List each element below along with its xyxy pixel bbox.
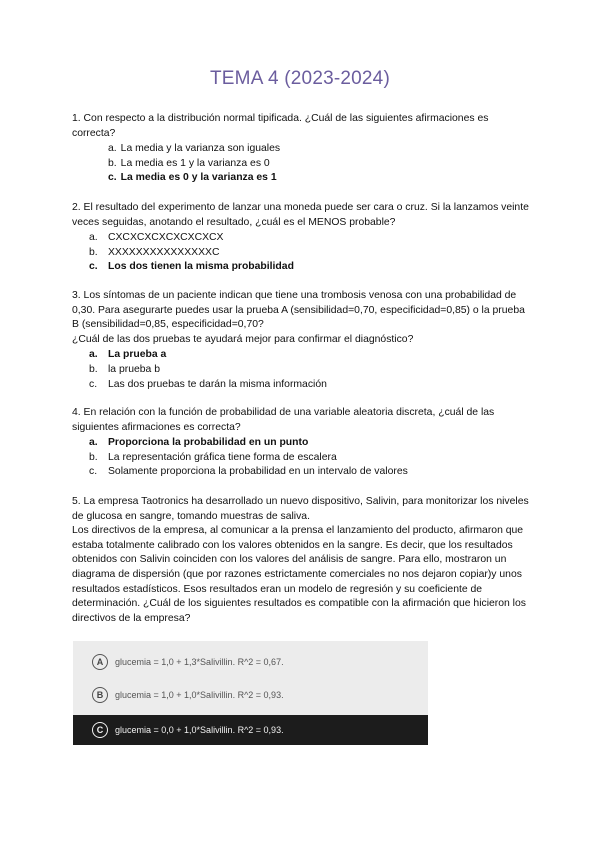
question-5 xyxy=(72,495,534,626)
option-item-correct: a. Proporciona la probabilidad en un punto xyxy=(89,437,309,449)
answer-option-c-selected xyxy=(73,715,428,745)
option-item-correct: a. La prueba a xyxy=(89,349,167,361)
question-1 xyxy=(72,112,534,186)
question-subtext: Los directivos de la empresa, al comunicar a la prensa el lanzamiento del producto, afirmaron que estaba totalmente calibrado con los valores obtenidos en la sangre. Es decir, que los resultados obtenidos con Salivin coinciden con los valores del análisis de sangre. Para ello, mostraron un diagrama de dispersión (que por razones estrictamente comerciales no nos dejaron copiar)y unos resultados estadísticos. Esos resultados eran un modelo de regresión y su coeficiente de determinación. ¿Cuál de los siguientes resultados es compatible con la afirmación que hicieron los directivos de la empresa? xyxy=(72,525,526,624)
answer-text: glucemia = 1,0 + 1,3*Salivillin. R^2 = 0,67. xyxy=(115,656,284,667)
option-item: b. XXXXXXXXXXXXXXXC xyxy=(89,246,220,258)
option-circle-icon: C xyxy=(92,722,108,738)
question-3 xyxy=(72,289,534,392)
answer-text: glucemia = 0,0 + 1,0*Salivillin. R^2 = 0,93. xyxy=(115,725,284,735)
option-item: c. Las dos pruebas te darán la misma información xyxy=(89,378,327,390)
option-item: b. la prueba b xyxy=(89,363,160,375)
options-list xyxy=(72,436,534,480)
answer-text: glucemia = 1,0 + 1,0*Salivillin. R^2 = 0,93. xyxy=(115,689,284,700)
options-list xyxy=(72,231,534,275)
options-list xyxy=(72,142,534,186)
question-text: 2. El resultado del experimento de lanzar una moneda puede ser cara o cruz. Si la lanzamos veinte veces seguidas, anotando el resultado, ¿cuál es el MENOS probable? xyxy=(72,202,529,228)
page-title: TEMA 4 (2023-2024) xyxy=(210,68,390,89)
question-2 xyxy=(72,201,534,275)
option-circle-icon: A xyxy=(92,654,108,670)
options-list xyxy=(72,348,534,392)
option-item: b. La representación gráfica tiene forma de escalera xyxy=(89,451,337,463)
option-item: c. Solamente proporciona la probabilidad en un intervalo de valores xyxy=(89,466,408,478)
question-4 xyxy=(72,406,534,480)
question-text: 4. En relación con la función de probabilidad de una variable aleatoria discreta, ¿cuál de las siguientes afirmaciones es correcta? xyxy=(72,407,495,433)
question-subtext: ¿Cuál de las dos pruebas te ayudará mejor para confirmar el diagnóstico? xyxy=(72,333,414,345)
question-text: 3. Los síntomas de un paciente indican que tiene una trombosis venosa con una probabilidad de 0,30. Para asegurarte puedes usar la prueba A (sensibilidad=0,70, especificidad=0,85) o la prueba B (sensibilidad=0,85, especificidad=0,70? xyxy=(72,290,525,331)
option-item-correct: c. Los dos tienen la misma probabilidad xyxy=(89,261,294,273)
option-item-correct: c. La media es 0 y la varianza es 1 xyxy=(108,172,277,184)
question-text: 5. La empresa Taotronics ha desarrollado un nuevo dispositivo, Salivin, para monitorizar los niveles de glucosa en sangre, tomando muestras de saliva. xyxy=(72,496,529,522)
option-item: a. CXCXCXCXCXCXCXCX xyxy=(89,232,224,244)
answer-option-b xyxy=(73,681,428,708)
option-item: a. La media y la varianza son iguales xyxy=(108,143,281,155)
option-item: b. La media es 1 y la varianza es 0 xyxy=(108,157,270,169)
question-text: 1. Con respecto a la distribución normal tipificada. ¿Cuál de las siguientes afirmaciones es correcta? xyxy=(72,113,489,139)
answer-options-image xyxy=(73,641,428,745)
answer-option-a xyxy=(73,648,428,675)
option-circle-icon: B xyxy=(92,687,108,703)
